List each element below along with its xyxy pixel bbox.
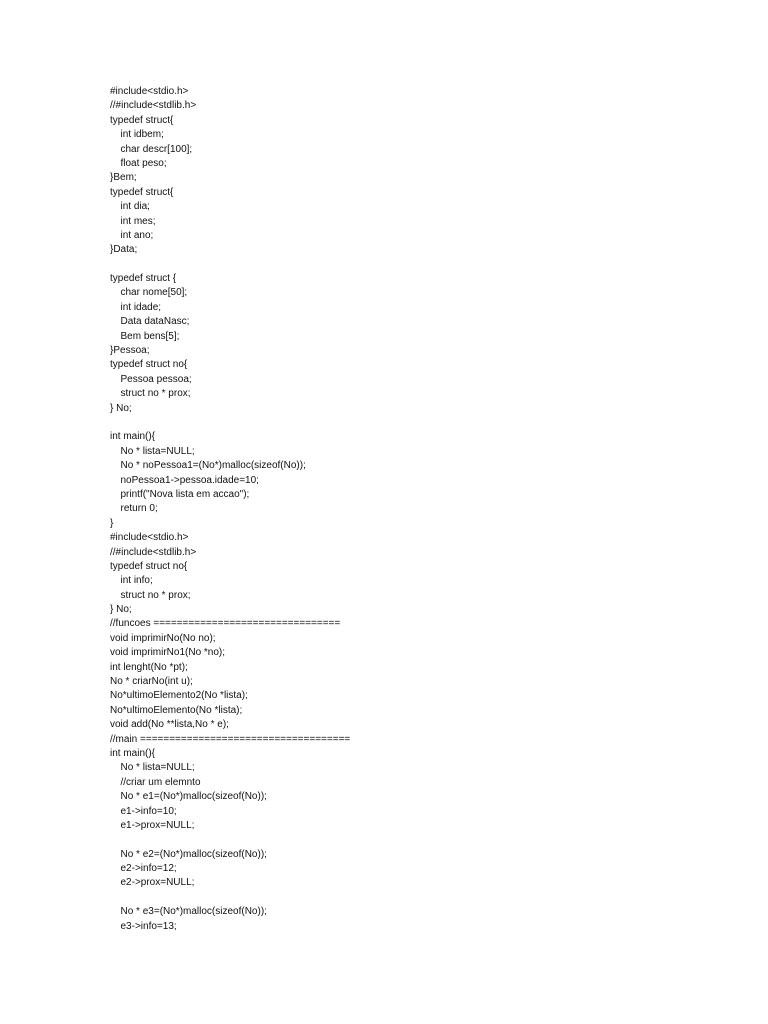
code-line: char nome[50];: [120, 287, 188, 299]
code-line: Pessoa pessoa;: [120, 373, 192, 385]
code-line: e2->info=12;: [120, 863, 177, 875]
code-line: //#include<stdlib.h>: [110, 100, 197, 112]
code-line: void imprimirNo(No no);: [110, 632, 216, 644]
code-line: No * noPessoa1=(No*)malloc(sizeof(No));: [120, 460, 306, 472]
code-line: Data dataNasc;: [120, 316, 190, 328]
code-line: e1->prox=NULL;: [120, 819, 195, 831]
code-line: #include<stdio.h>: [110, 532, 189, 544]
code-line: int mes;: [120, 215, 156, 227]
code-line: typedef struct no{: [110, 359, 188, 371]
code-line: //criar um elemnto: [120, 776, 201, 788]
code-line: float peso;: [120, 157, 167, 169]
code-line: No * criarNo(int u);: [110, 676, 193, 688]
code-line: int ano;: [120, 229, 154, 241]
code-line: #include<stdio.h>: [110, 86, 189, 97]
code-line: }: [110, 517, 114, 529]
code-line: No * e3=(No*)malloc(sizeof(No));: [120, 906, 267, 918]
code-line: //funcoes ================================: [110, 618, 341, 630]
blank-line: [110, 258, 350, 272]
code-line: e1->info=10;: [120, 805, 177, 817]
code-listing: [110, 85, 350, 934]
code-line: No * e1=(No*)malloc(sizeof(No));: [120, 791, 267, 803]
blank-line: [110, 416, 350, 430]
code-line: e2->prox=NULL;: [120, 877, 195, 889]
code-line: }Data;: [110, 244, 138, 256]
code-line: typedef struct{: [110, 186, 174, 198]
code-line: //main ====================================: [110, 733, 351, 745]
code-line: Bem bens[5];: [120, 330, 180, 342]
code-line: int dia;: [120, 201, 150, 213]
code-line: int idbem;: [120, 129, 164, 141]
code-line: printf("Nova lista em accao");: [120, 488, 250, 500]
code-line: typedef struct{: [110, 114, 174, 126]
blank-line: [110, 891, 350, 905]
code-line: //#include<stdlib.h>: [110, 546, 197, 558]
code-line: }Bem;: [110, 172, 137, 184]
code-line: void add(No **lista,No * e);: [110, 719, 229, 731]
code-line: typedef struct no{: [110, 560, 188, 572]
code-line: void imprimirNo1(No *no);: [110, 647, 226, 659]
code-line: struct no * prox;: [120, 388, 191, 400]
code-line: struct no * prox;: [120, 589, 191, 601]
code-line: } No;: [110, 604, 132, 616]
code-line: int lenght(No *pt);: [110, 661, 188, 673]
code-line: int idade;: [120, 301, 162, 313]
code-line: e3->info=13;: [120, 920, 177, 932]
code-line: int main(){: [110, 431, 156, 443]
blank-line: [110, 833, 350, 847]
code-line: return 0;: [120, 503, 158, 515]
code-line: No * lista=NULL;: [120, 445, 195, 457]
code-line: int info;: [120, 575, 153, 587]
code-line: No*ultimoElemento2(No *lista);: [110, 690, 248, 702]
code-line: No * lista=NULL;: [120, 762, 195, 774]
code-line: int main(){: [110, 747, 156, 759]
code-line: typedef struct {: [110, 273, 177, 285]
code-line: No * e2=(No*)malloc(sizeof(No));: [120, 848, 267, 860]
code-line: No*ultimoElemento(No *lista);: [110, 704, 243, 716]
code-line: noPessoa1->pessoa.idade=10;: [120, 474, 259, 486]
code-line: } No;: [110, 402, 132, 414]
code-line: }Pessoa;: [110, 345, 150, 357]
code-line: char descr[100];: [120, 143, 193, 155]
